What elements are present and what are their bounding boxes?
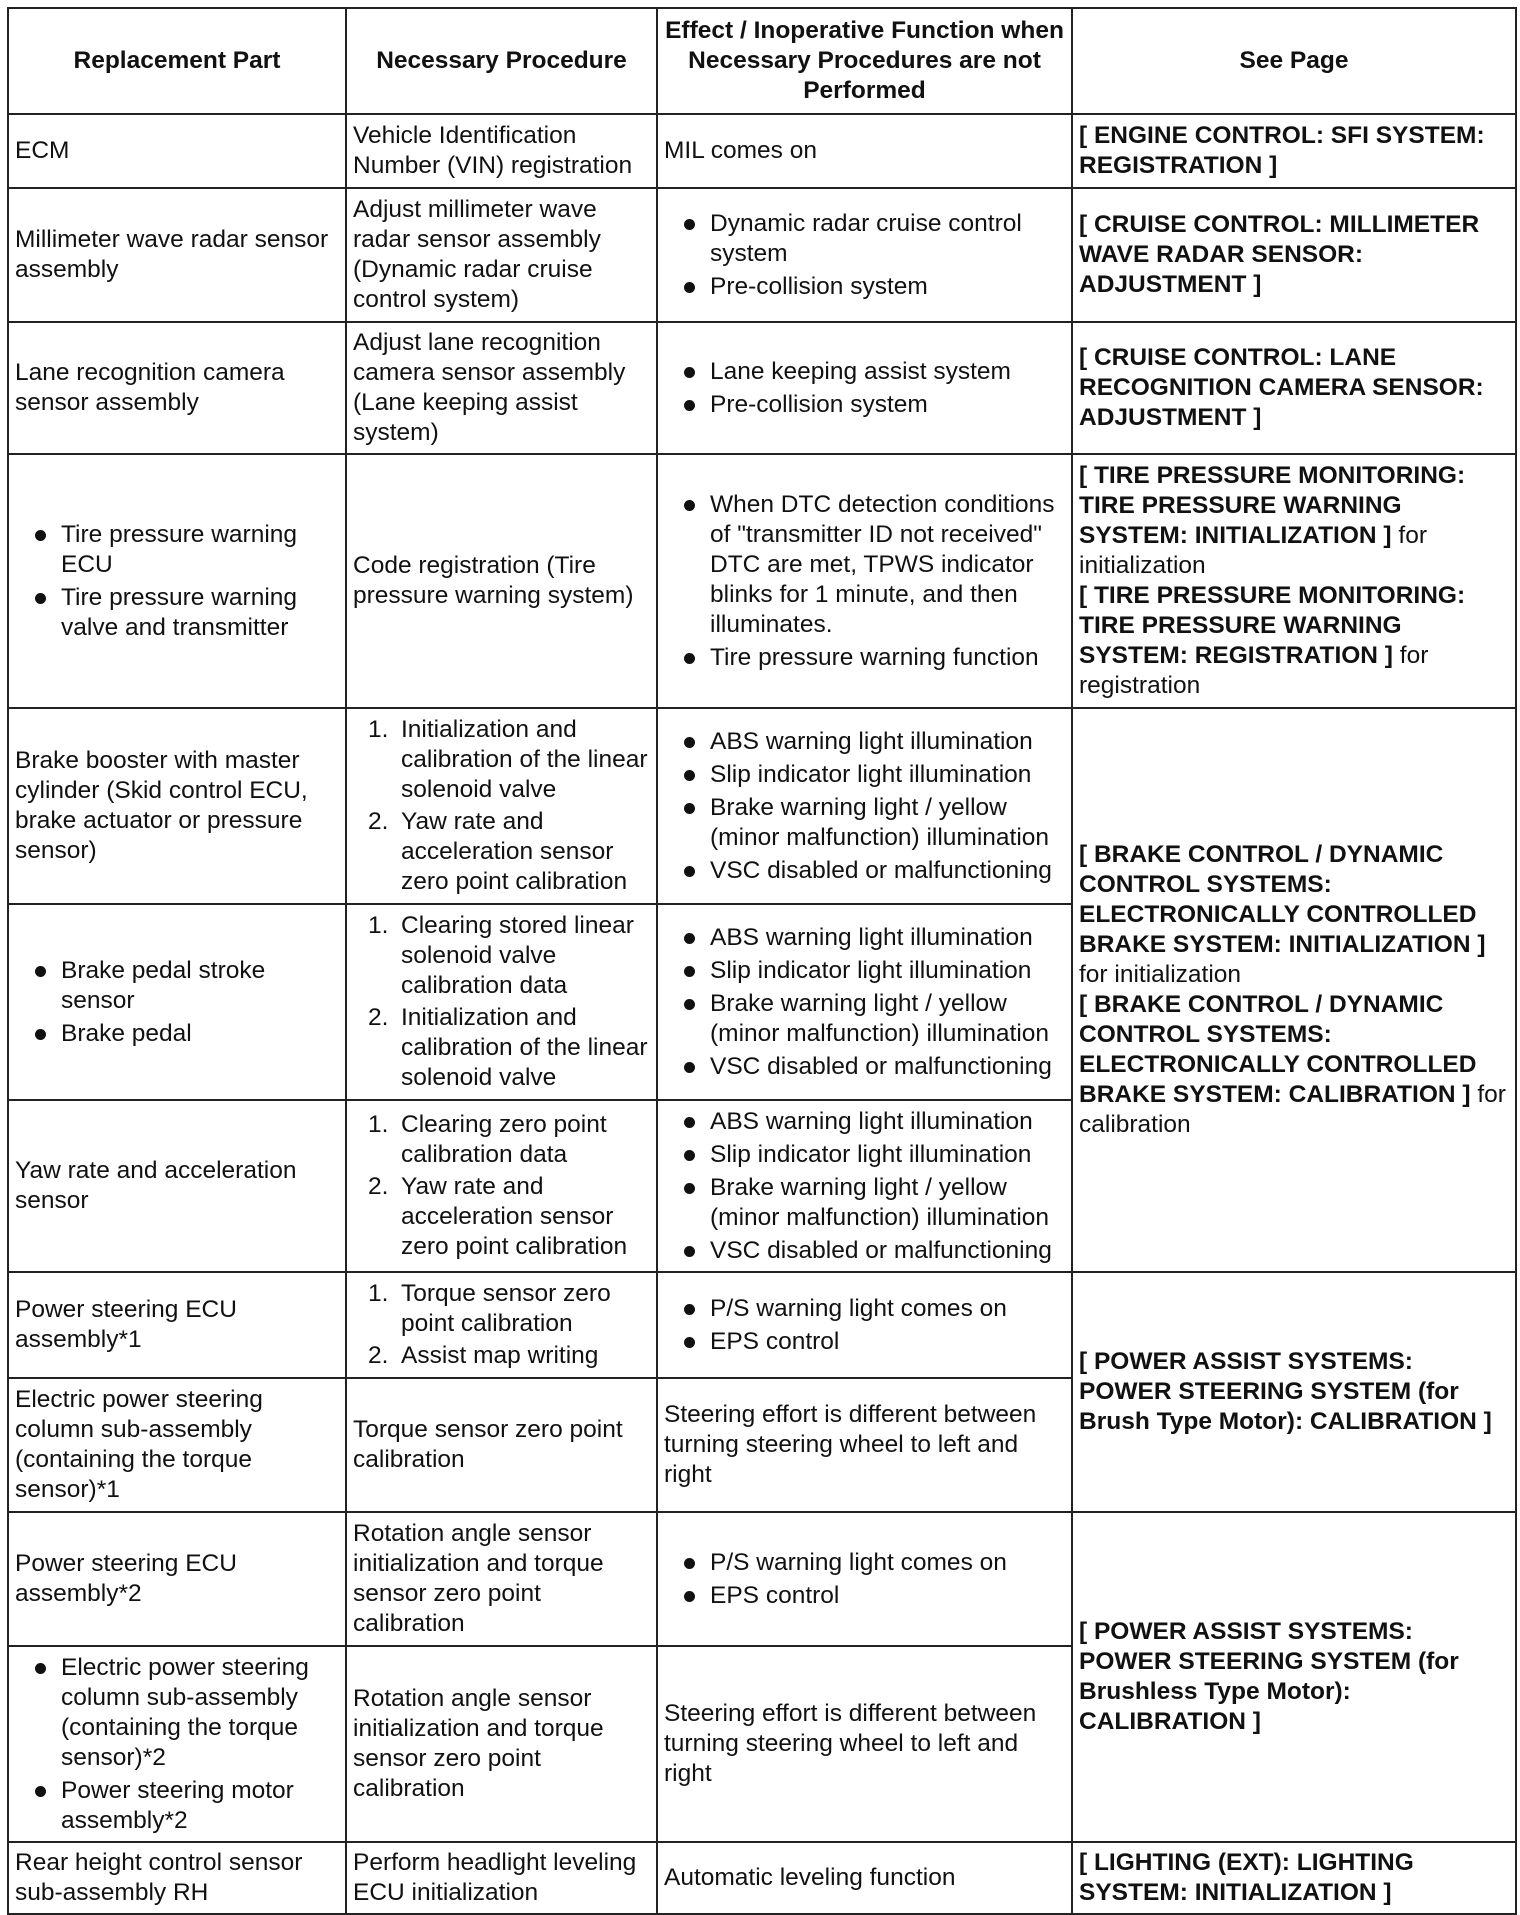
effect-item: When DTC detection conditions of "transmitter ID not received" DTC are met, TPWS indicator blinks for 1 minute, and then illuminates. (664, 490, 1065, 640)
procedure-cell: Torque sensor zero point calibration (346, 1378, 657, 1512)
procedure-step (353, 1110, 650, 1170)
step-text: Clearing zero point calibration data (401, 1111, 607, 1168)
see-page-cell: [ ENGINE CONTROL: SFI SYSTEM: REGISTRATION ] (1072, 114, 1516, 188)
effect-cell (657, 1272, 1072, 1378)
effect-item: ABS warning light illumination (664, 1107, 1065, 1137)
see-page-cell (1072, 454, 1516, 708)
replacement-procedure-sheet (7, 7, 1515, 1915)
header-see-page: See Page (1072, 8, 1516, 114)
step-text: Clearing stored linear solenoid valve calibration data (401, 912, 634, 999)
table-row (8, 1842, 1516, 1914)
effect-item: VSC disabled or malfunctioning (664, 1052, 1065, 1082)
effect-item: ABS warning light illumination (664, 727, 1065, 757)
replacement-part-cell: Power steering ECU assembly*2 (8, 1512, 346, 1646)
procedure-cell (346, 1272, 657, 1378)
replacement-part-cell: Lane recognition camera sensor assembly (8, 322, 346, 454)
procedure-step (353, 1341, 650, 1371)
replacement-part-cell: Yaw rate and acceleration sensor (8, 1100, 346, 1272)
table-row (8, 708, 1516, 904)
effect-item: EPS control (664, 1581, 1065, 1611)
procedure-cell: Perform headlight leveling ECU initialization (346, 1842, 657, 1914)
effect-cell (657, 188, 1072, 322)
step-number: 1. (368, 1111, 389, 1138)
step-number: 1. (368, 912, 389, 939)
procedure-cell: Code registration (Tire pressure warning system) (346, 454, 657, 708)
procedure-cell: Vehicle Identification Number (VIN) registration (346, 114, 657, 188)
effect-cell: Automatic leveling function (657, 1842, 1072, 1914)
step-number: 2. (368, 1173, 389, 1200)
see-page-cell: [ CRUISE CONTROL: LANE RECOGNITION CAMERA SENSOR: ADJUSTMENT ] (1072, 322, 1516, 454)
effect-cell: Steering effort is different between turning steering wheel to left and right (657, 1378, 1072, 1512)
effect-cell (657, 1512, 1072, 1646)
header-row (8, 8, 1516, 114)
effect-item: P/S warning light comes on (664, 1294, 1065, 1324)
step-text: Yaw rate and acceleration sensor zero point calibration (401, 808, 628, 895)
replacement-procedure-table (7, 7, 1517, 1915)
effect-item: P/S warning light comes on (664, 1548, 1065, 1578)
see-page-cell: [ LIGHTING (EXT): LIGHTING SYSTEM: INITIALIZATION ] (1072, 1842, 1516, 1914)
header-effect: Effect / Inoperative Function when Necessary Procedures are not Performed (657, 8, 1072, 114)
step-number: 2. (368, 1004, 389, 1031)
effect-cell (657, 322, 1072, 454)
see-page-cell: [ POWER ASSIST SYSTEMS: POWER STEERING SYSTEM (for Brushless Type Motor): CALIBRATION ] (1072, 1512, 1516, 1842)
effect-item: Pre-collision system (664, 390, 1065, 420)
table-row (8, 188, 1516, 322)
replacement-part-cell (8, 1646, 346, 1842)
replacement-part-cell (8, 904, 346, 1100)
see-page-suffix: for initialization (1079, 522, 1427, 579)
effect-item: Pre-collision system (664, 272, 1065, 302)
table-row (8, 114, 1516, 188)
step-number: 2. (368, 808, 389, 835)
step-text: Initialization and calibration of the linear solenoid valve (401, 1004, 648, 1091)
procedure-step (353, 715, 650, 805)
effect-cell (657, 1100, 1072, 1272)
procedure-step (353, 1003, 650, 1093)
effect-cell (657, 708, 1072, 904)
table-row (8, 322, 1516, 454)
see-page-suffix: for initialization (1079, 961, 1242, 988)
procedure-cell (346, 1100, 657, 1272)
see-page-suffix: for registration (1079, 642, 1429, 699)
table-row (8, 454, 1516, 708)
see-page-link[interactable]: [ TIRE PRESSURE MONITORING: TIRE PRESSURE WARNING SYSTEM: INITIALIZATION ] (1079, 462, 1466, 549)
procedure-cell (346, 708, 657, 904)
procedure-cell: Rotation angle sensor initialization and torque sensor zero point calibration (346, 1646, 657, 1842)
effect-item: Brake warning light / yellow (minor malfunction) illumination (664, 1173, 1065, 1233)
step-text: Initialization and calibration of the linear solenoid valve (401, 716, 648, 803)
part-item: Electric power steering column sub-assembly (containing the torque sensor)*2 (15, 1653, 339, 1773)
see-page-cell: [ POWER ASSIST SYSTEMS: POWER STEERING SYSTEM (for Brush Type Motor): CALIBRATION ] (1072, 1272, 1516, 1512)
header-necessary-procedure: Necessary Procedure (346, 8, 657, 114)
replacement-part-cell: Rear height control sensor sub-assembly RH (8, 1842, 346, 1914)
replacement-part-cell: Millimeter wave radar sensor assembly (8, 188, 346, 322)
see-page-cell: [ CRUISE CONTROL: MILLIMETER WAVE RADAR SENSOR: ADJUSTMENT ] (1072, 188, 1516, 322)
procedure-cell (346, 904, 657, 1100)
replacement-part-cell (8, 454, 346, 708)
part-item: Tire pressure warning valve and transmitter (15, 583, 339, 643)
see-page-cell (1072, 708, 1516, 1272)
see-page-link[interactable]: [ TIRE PRESSURE MONITORING: TIRE PRESSURE WARNING SYSTEM: REGISTRATION ] (1079, 582, 1466, 669)
procedure-cell: Adjust lane recognition camera sensor assembly (Lane keeping assist system) (346, 322, 657, 454)
effect-item: VSC disabled or malfunctioning (664, 1236, 1065, 1266)
step-text: Yaw rate and acceleration sensor zero point calibration (401, 1173, 628, 1260)
effect-item: Slip indicator light illumination (664, 760, 1065, 790)
table-row (8, 1272, 1516, 1378)
part-item: Tire pressure warning ECU (15, 520, 339, 580)
replacement-part-cell: Electric power steering column sub-assembly (containing the torque sensor)*1 (8, 1378, 346, 1512)
replacement-part-cell: Brake booster with master cylinder (Skid control ECU, brake actuator or pressure sensor) (8, 708, 346, 904)
step-number: 1. (368, 1280, 389, 1307)
part-item: Power steering motor assembly*2 (15, 1776, 339, 1836)
step-number: 2. (368, 1342, 389, 1369)
table-row (8, 1512, 1516, 1646)
procedure-step (353, 911, 650, 1001)
see-page-link[interactable]: [ BRAKE CONTROL / DYNAMIC CONTROL SYSTEMS: ELECTRONICALLY CONTROLLED BRAKE SYSTEM: INITIALIZATION ] (1079, 841, 1486, 958)
effect-item: Slip indicator light illumination (664, 956, 1065, 986)
effect-item: Tire pressure warning function (664, 643, 1065, 673)
effect-item: Brake warning light / yellow (minor malfunction) illumination (664, 989, 1065, 1049)
replacement-part-cell: ECM (8, 114, 346, 188)
effect-cell: Steering effort is different between turning steering wheel to left and right (657, 1646, 1072, 1842)
see-page-link[interactable]: [ BRAKE CONTROL / DYNAMIC CONTROL SYSTEMS: ELECTRONICALLY CONTROLLED BRAKE SYSTEM: CALIBRATION ] (1079, 991, 1477, 1108)
effect-cell: MIL comes on (657, 114, 1072, 188)
effect-cell (657, 454, 1072, 708)
replacement-part-cell: Power steering ECU assembly*1 (8, 1272, 346, 1378)
effect-item: Lane keeping assist system (664, 357, 1065, 387)
effect-item: ABS warning light illumination (664, 923, 1065, 953)
procedure-step (353, 1279, 650, 1339)
header-replacement-part: Replacement Part (8, 8, 346, 114)
effect-item: Slip indicator light illumination (664, 1140, 1065, 1170)
procedure-cell: Rotation angle sensor initialization and torque sensor zero point calibration (346, 1512, 657, 1646)
step-text: Torque sensor zero point calibration (401, 1280, 611, 1337)
step-text: Assist map writing (401, 1342, 599, 1369)
effect-item: Dynamic radar cruise control system (664, 209, 1065, 269)
see-page-suffix: for calibration (1079, 1081, 1506, 1138)
effect-item: EPS control (664, 1327, 1065, 1357)
procedure-step (353, 1172, 650, 1262)
effect-cell (657, 904, 1072, 1100)
effect-item: VSC disabled or malfunctioning (664, 856, 1065, 886)
step-number: 1. (368, 716, 389, 743)
effect-item: Brake warning light / yellow (minor malfunction) illumination (664, 793, 1065, 853)
part-item: Brake pedal stroke sensor (15, 956, 339, 1016)
procedure-cell: Adjust millimeter wave radar sensor assembly (Dynamic radar cruise control system) (346, 188, 657, 322)
part-item: Brake pedal (15, 1019, 339, 1049)
procedure-step (353, 807, 650, 897)
